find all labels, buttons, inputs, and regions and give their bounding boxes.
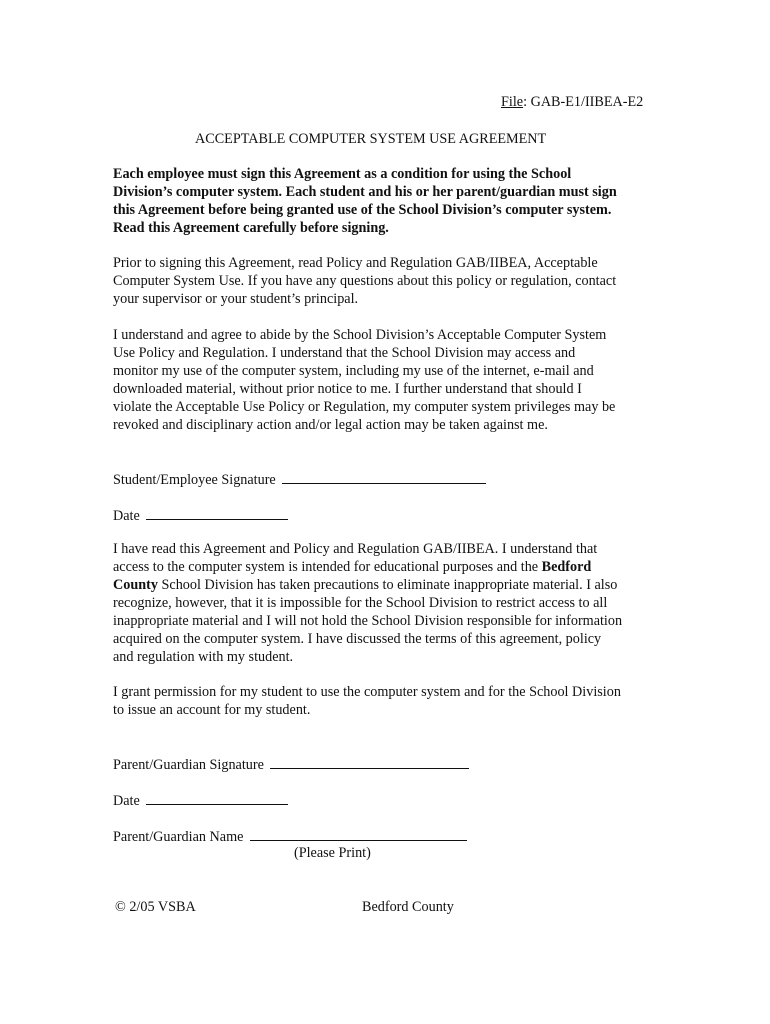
date-label: Date [113, 793, 140, 809]
paragraph-text: access to the computer system is intended for educational purposes and the [113, 559, 542, 575]
parent-date-row [113, 790, 288, 810]
intro-line: Division’s computer system. Each student and his or her parent/guardian must sign [113, 184, 617, 200]
parent-signature-row [113, 754, 469, 774]
parent-date-field[interactable] [146, 790, 288, 805]
county-name-bold: County [113, 577, 158, 593]
paragraph-line: I grant permission for my student to use the computer system and for the School Division [113, 684, 621, 700]
paragraph-line: acquired on the computer system. I have discussed the terms of this agreement, policy [113, 631, 602, 647]
paragraph-line: I have read this Agreement and Policy and Regulation GAB/IIBEA. I understand that [113, 541, 598, 557]
paragraph-line: your supervisor or your student’s principal. [113, 291, 359, 307]
student-date-row [113, 505, 288, 525]
paragraph-line: violate the Acceptable Use Policy or Regulation, my computer system privileges may be [113, 399, 616, 415]
paragraph-line: recognize, however, that it is impossible for the School Division to restrict access to all [113, 595, 608, 611]
paragraph-line: I understand and agree to abide by the School Division’s Acceptable Computer System [113, 327, 607, 343]
file-label: File [501, 94, 524, 110]
paragraph-line: Computer System Use. If you have any questions about this policy or regulation, contact [113, 273, 617, 289]
paragraph-line: to issue an account for my student. [113, 702, 311, 718]
paragraph-line: inappropriate material and I will not hold the School Division responsible for information [113, 613, 623, 629]
paragraph-text: School Division has taken precautions to eliminate inappropriate material. I also [157, 577, 618, 593]
file-reference [501, 94, 643, 111]
paragraph-line: Prior to signing this Agreement, read Policy and Regulation GAB/IIBEA, Acceptable [113, 255, 598, 271]
date-label: Date [113, 508, 140, 524]
please-print-note: (Please Print) [294, 845, 371, 861]
paragraph-line [113, 558, 591, 576]
file-code: : GAB-E1/IIBEA-E2 [523, 94, 644, 110]
intro-line: Each employee must sign this Agreement as a condition for using the School [113, 166, 572, 182]
paragraph-line: monitor my use of the computer system, including my use of the internet, e-mail and [113, 363, 594, 379]
county-name-bold: Bedford [541, 559, 592, 575]
student-signature-label: Student/Employee Signature [113, 472, 276, 488]
student-signature-row [113, 469, 486, 489]
intro-line: this Agreement before being granted use of the School Division’s computer system. [113, 202, 612, 218]
paragraph-line: and regulation with my student. [113, 649, 294, 665]
intro-line: Read this Agreement carefully before signing. [113, 220, 389, 236]
parent-name-row [113, 826, 467, 846]
parent-signature-field[interactable] [270, 754, 469, 769]
paragraph-line: downloaded material, without prior notice to me. I further understand that should I [113, 381, 582, 397]
paragraph-line: revoked and disciplinary action and/or legal action may be taken against me. [113, 417, 548, 433]
footer-county: Bedford County [362, 899, 454, 915]
student-date-field[interactable] [146, 505, 288, 520]
paragraph-line [113, 576, 617, 594]
parent-name-field[interactable] [250, 826, 467, 841]
footer-copyright: © 2/05 VSBA [115, 899, 196, 915]
parent-signature-label: Parent/Guardian Signature [113, 757, 264, 773]
parent-name-label: Parent/Guardian Name [113, 829, 244, 845]
page-title: ACCEPTABLE COMPUTER SYSTEM USE AGREEMENT [195, 131, 547, 147]
student-signature-field[interactable] [282, 469, 486, 484]
paragraph-line: Use Policy and Regulation. I understand that the School Division may access and [113, 345, 576, 361]
